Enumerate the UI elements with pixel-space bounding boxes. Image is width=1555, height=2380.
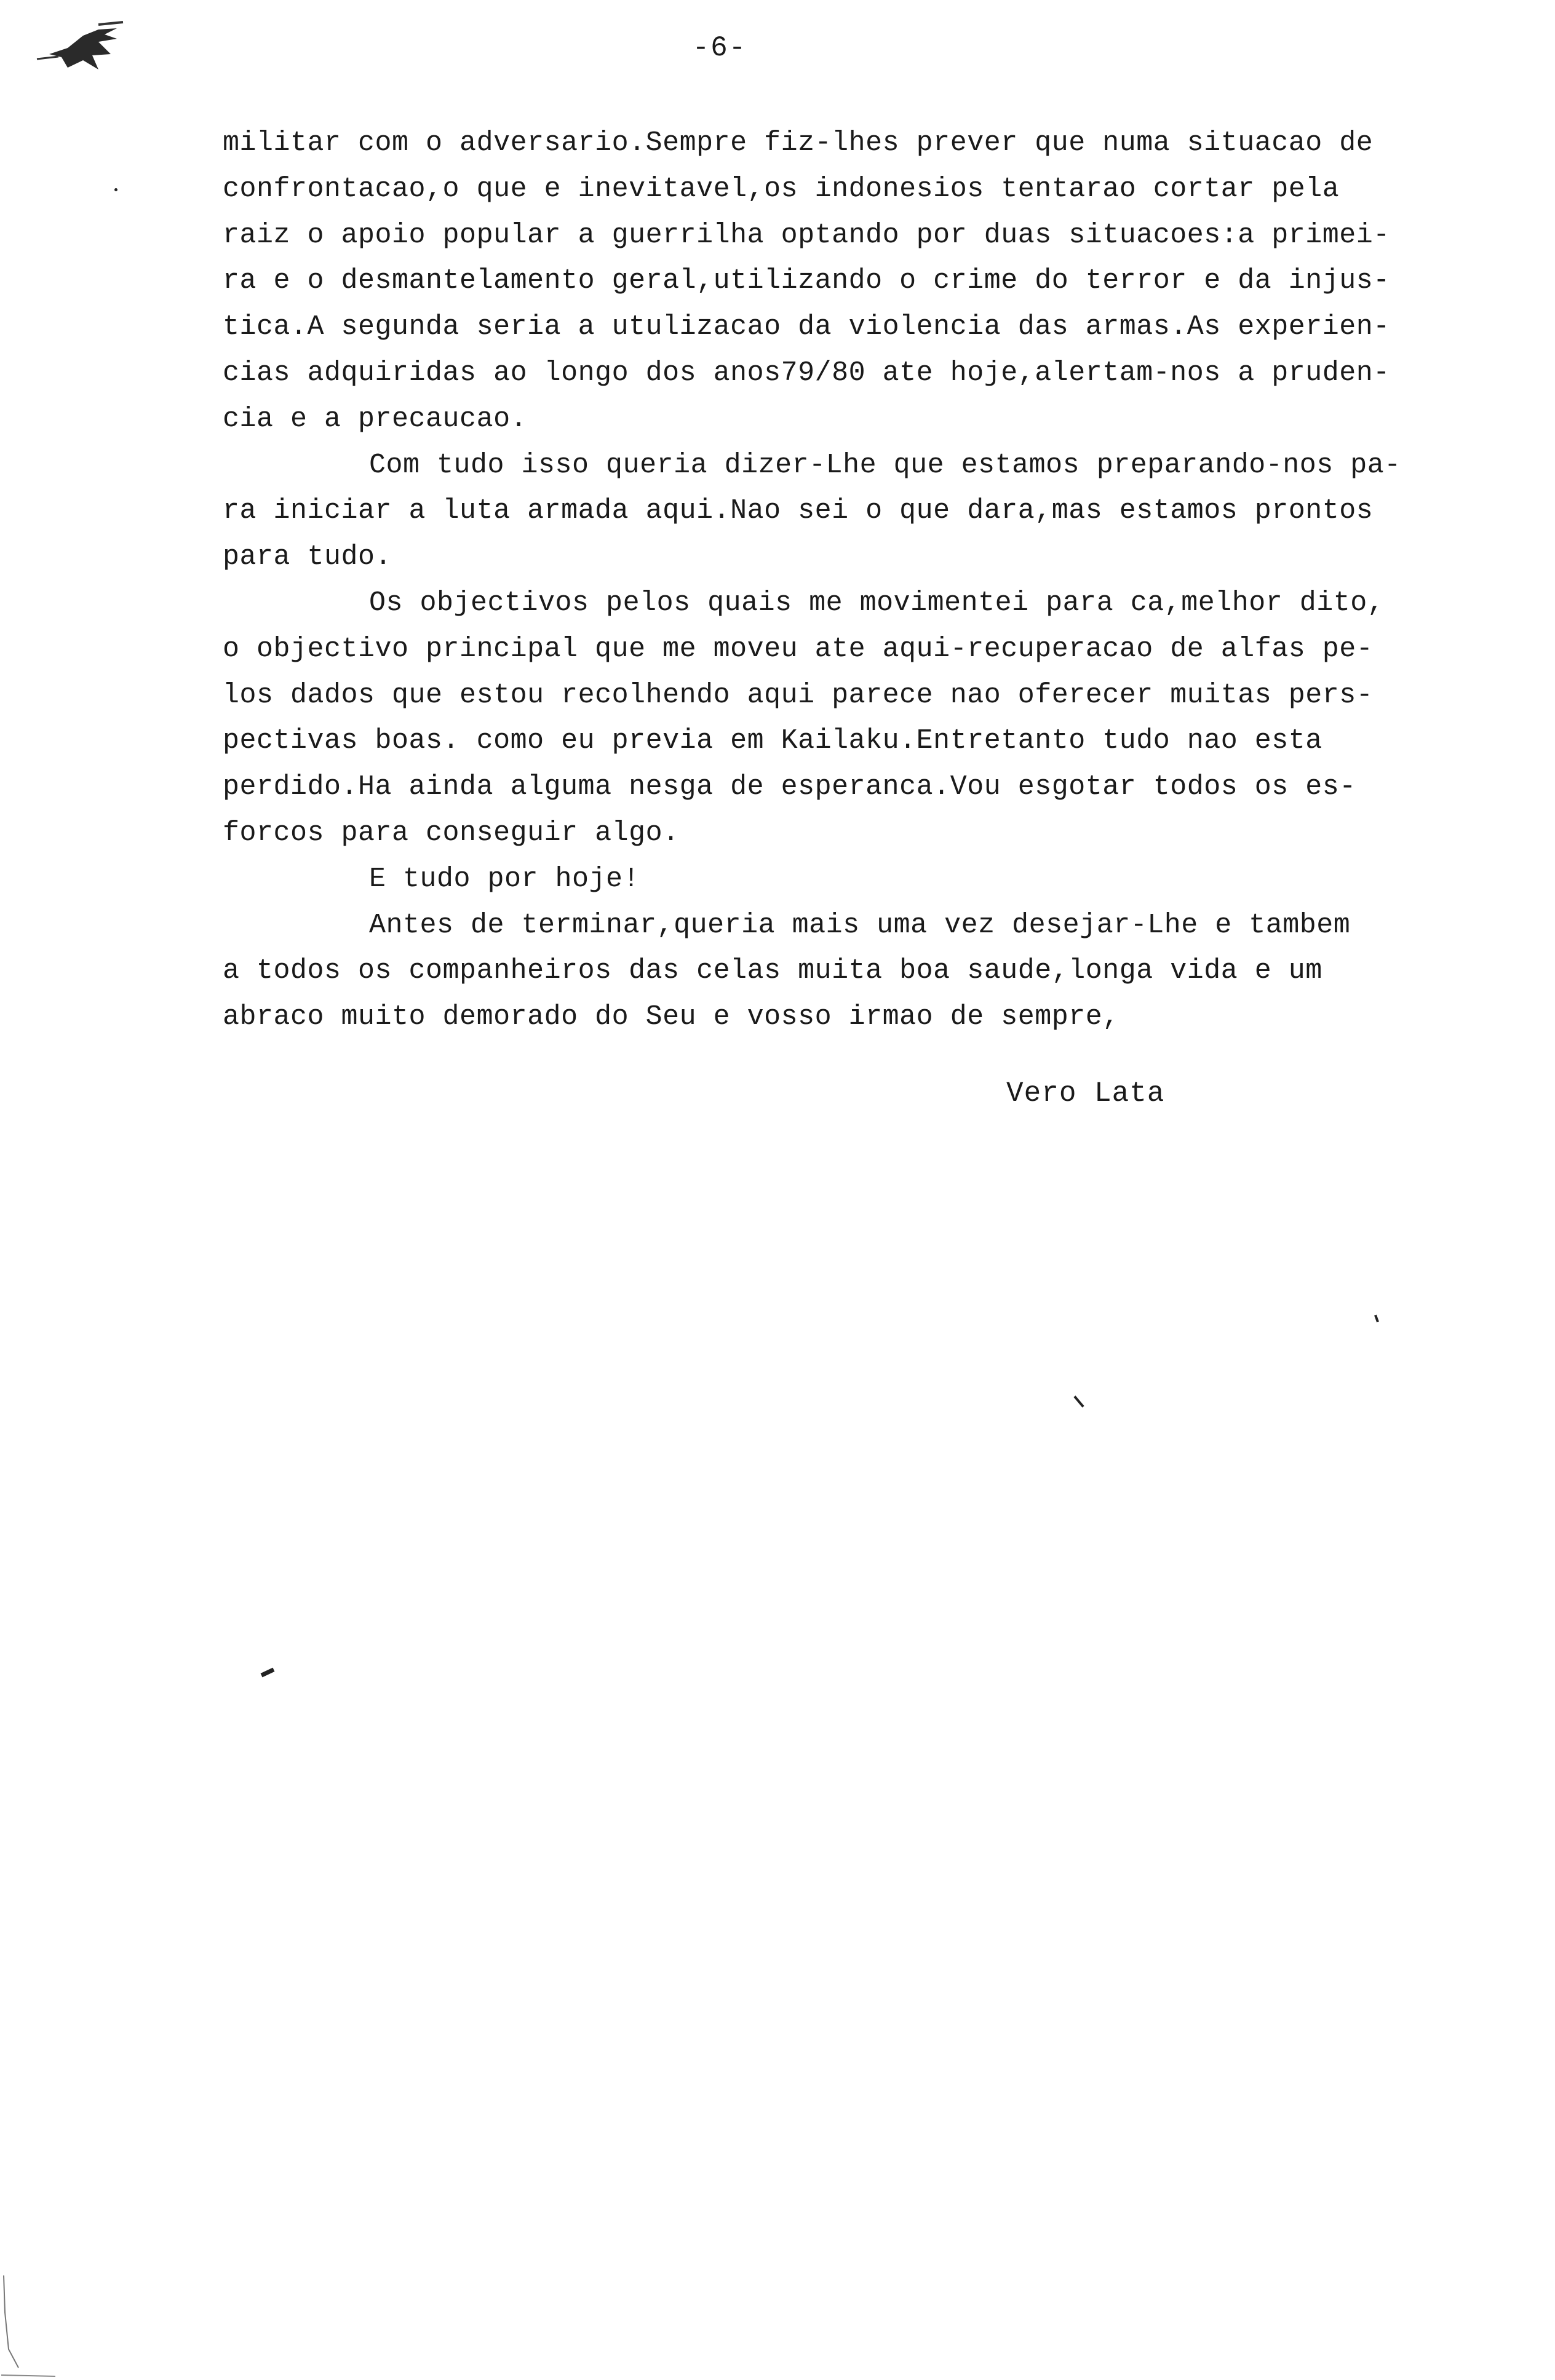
paragraph-start-line: E tudo por hoje! [369,863,640,895]
paper-speck [1073,1395,1084,1407]
text-line: raiz o apoio popular a guerrilha optando por duas situacoes:a primei- [223,219,1390,251]
text-line: ra iniciar a luta armada aqui.Nao sei o que dara,mas estamos prontos [223,495,1374,527]
signature-name: Vero Lata [1006,1077,1165,1109]
text-line: militar com o adversario.Sempre fiz-lhes prever que numa situacao de [223,127,1374,159]
text-line: cias adquiridas ao longo dos anos79/80 ate hoje,alertam-nos a pruden- [223,357,1390,389]
paragraph-start-line: Antes de terminar,queria mais uma vez desejar-Lhe e tambem [369,909,1351,941]
paper-speck [261,1668,275,1678]
text-line: o objectivo principal que me moveu ate aqui-recuperacao de alfas pe- [223,633,1374,665]
text-line: ra e o desmantelamento geral,utilizando o crime do terror e da injus- [223,265,1390,297]
text-line: los dados que estou recolhendo aqui parece nao oferecer muitas pers- [223,679,1374,711]
paper-speck [114,188,117,191]
text-line: para tudo. [223,541,392,573]
text-line: tica.A segunda seria a utulizacao da violencia das armas.As experien- [223,311,1390,343]
paragraph-start-line: Com tudo isso queria dizer-Lhe que estamos preparando-nos pa- [369,449,1401,481]
text-line: a todos os companheiros das celas muita boa saude,longa vida e um [223,955,1322,987]
text-line: pectivas boas. como eu previa em Kailaku.Entretanto tudo nao esta [223,725,1322,757]
text-line: perdido.Ha ainda alguma nesga de esperanca.Vou esgotar todos os es- [223,771,1356,803]
text-line: confrontacao,o que e inevitavel,os indonesios tentarao cortar pela [223,173,1340,205]
letter-body [223,121,1490,1041]
text-line: forcos para conseguir algo. [223,817,680,849]
page-number: -6- [692,32,747,64]
paper-speck [1374,1315,1379,1323]
paragraph-start-line: Os objectivos pelos quais me movimentei para ca,melhor dito, [369,587,1385,619]
edge-scan-mark [0,2275,74,2380]
ink-smudge-mark [25,11,135,79]
text-line: cia e a precaucao. [223,403,528,435]
text-line: abraco muito demorado do Seu e vosso irmao de sempre, [223,1001,1120,1033]
